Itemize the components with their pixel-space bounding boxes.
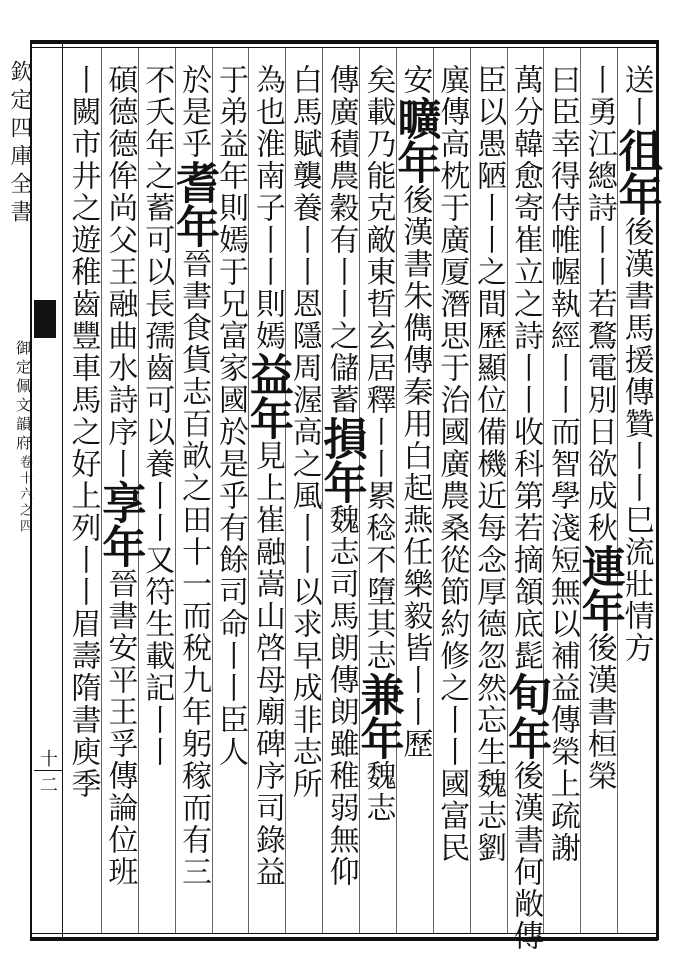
text-segment: 送丨 xyxy=(618,64,654,128)
text-segment: 富家國於是乎有餘司命丨丨臣人 xyxy=(212,320,248,768)
text-segment: 安 xyxy=(397,64,433,96)
book-title: 御定佩文韻府 xyxy=(14,340,32,454)
text-segment: 不夭 xyxy=(139,64,175,128)
top-border-thin xyxy=(30,47,658,48)
text-segment: 魏志司馬朗傳朗雖稚弱無仰 xyxy=(323,504,359,888)
headword: 益年 xyxy=(241,352,293,440)
headword: 兼年 xyxy=(352,672,404,760)
text-segment: 丨闕市井之遊稚齒豐車馬之好 xyxy=(65,64,101,480)
text-segment: 高之風丨丨以求早成非志所 xyxy=(286,416,322,800)
text-segment: 白馬賦襲養丨丨恩隱周渥 xyxy=(286,64,322,416)
text-segment: 曰臣幸得侍帷幄執經丨丨而智學淺短無以補益 xyxy=(544,64,580,704)
collection-title: 欽定四庫全書 xyxy=(7,60,32,228)
text-segment: 後漢書何敞傳 xyxy=(507,760,543,952)
text-segment: 萬分韓愈寄崔立之詩丨丨收科第若摘頷底髭 xyxy=(507,64,543,672)
page-number: 十二 xyxy=(40,749,58,796)
text-segment: 見上崔融嵩山啓母廟碑序司錄益 xyxy=(249,440,285,888)
text-segment: 後漢書朱儁傳秦用白起燕任樂毅皆丨丨歷 xyxy=(397,184,433,760)
text-segment: 晉書食貨志百畝之田十一而稅九年躬稼而有三 xyxy=(176,248,212,888)
text-segment: 丨勇江總詩丨丨若鶩電別日欲成秋 xyxy=(581,64,617,544)
fish-tail-mark xyxy=(34,300,56,338)
volume-label: 卷十六之四 xyxy=(17,455,32,535)
text-segment: 上列丨丨眉壽隋書庾季 xyxy=(65,480,101,800)
text-segment: 年之蓄可以長孺齒可以養丨丨又符生載記丨丨 xyxy=(139,128,175,768)
text-segment: 傳廣積農穀有丨丨之儲蓄 xyxy=(323,64,359,416)
headword: 旬年 xyxy=(499,672,551,760)
text-segment: 碩德德侔尚父王融曲水詩序丨 xyxy=(102,64,138,480)
text-segment: 廙傳高枕于廣厦潛思于治國廣農桑從節約修之丨丨國富民 xyxy=(434,64,470,864)
text-segment: 臣以愚陋丨丨之間歷顯位備機近每念厚德忽然忘生魏志劉 xyxy=(471,64,507,864)
text-segment: 晉書安平王孚傳論位班 xyxy=(102,568,138,888)
text-segment: 魏志 xyxy=(360,760,396,824)
text-segment: 傳榮上疏謝 xyxy=(544,704,580,864)
top-border-thick xyxy=(30,40,658,44)
bottom-border-thick xyxy=(30,937,658,941)
text-segment: 于弟益年則嫣于兄 xyxy=(212,64,248,320)
headword: 曠年 xyxy=(389,96,441,184)
text-segment: 後漢書馬援傳贊丨丨巳流壯情方 xyxy=(618,216,654,664)
headword: 享年 xyxy=(94,480,146,568)
text-segment: 矣載乃能克敵東晢玄居釋丨丨累稔不墮其志 xyxy=(360,64,396,672)
headword: 徂年 xyxy=(610,128,662,216)
headword: 耆年 xyxy=(168,160,220,248)
text-segment: 後漢書桓榮 xyxy=(581,632,617,792)
headword: 連年 xyxy=(573,544,625,632)
text-segment: 於是乎 xyxy=(176,64,212,160)
text-column xyxy=(60,64,104,934)
headword: 損年 xyxy=(315,416,367,504)
text-segment: 為也淮南子丨丨則嫣 xyxy=(249,64,285,352)
